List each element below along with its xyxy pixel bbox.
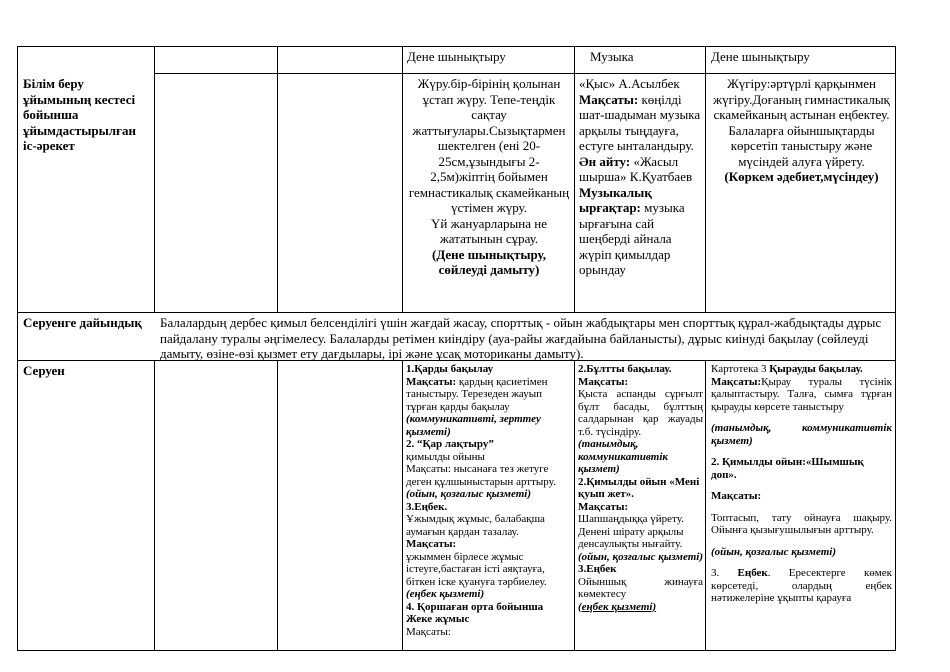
col-divider-5b	[705, 360, 706, 651]
walk-5-2-tag: (ойын, қозғалыс қызметі)	[578, 550, 703, 563]
walk-6-1-heading-pre: Картотека 3	[711, 363, 770, 375]
activity-text-col-6: Жүгіру:әртүрлі қарқынмен жүгіру.Доғаның гимнастикалық скамейканың астынан еңбектеу. Балаларға ойыншықтарды көрсетіп таныстыру және мүсіндей алуға үйрету.	[713, 76, 890, 169]
walk-5-goal-label: Мақсаты:	[578, 375, 629, 388]
header-col-5: Музыка	[590, 49, 634, 64]
walk-1-heading: 1.Қарды бақылау	[406, 363, 494, 375]
activity-text: Жүру.бір-бірінің қолынан ұстап жүру. Тепе-теңдік сақтау жаттығулары.Сызықтармен шектелген (ені 20-25см,ұзындығы 2-2,5м)жіптің бойымен гемнастикалық скамейканың үстімен жүру.	[408, 76, 570, 215]
walk-3-heading: 3.Еңбек.	[406, 500, 448, 513]
walk-6-goal-label: Мақсаты:	[711, 375, 762, 388]
music-sing-label: Ән айту:	[579, 153, 631, 169]
walk-6-goal-text: Қырау туралы түсінік қалыптастыру. Талға, сымға тұрған қырауды көрсете таныстыру	[711, 375, 892, 413]
music-sing-text: «Жасыл шырша» К.Қуатбаев	[579, 153, 693, 184]
music-goal-text: көңілді шат-шадыман музыка арқылы тыңдауға, естуге ынталандыру.	[579, 91, 701, 153]
walk-2-goal: Мақсаты: нысанаға тез жетуге деген құлшыныстарын арттыру.	[406, 463, 556, 488]
music-rhythm	[579, 185, 703, 278]
walk-4-goal: Мақсаты:	[406, 625, 451, 638]
col-divider-4	[574, 46, 575, 313]
table-border-header	[154, 73, 896, 74]
walk-3-goal: ұжыммен бірлесе жұмыс істеуге,бастаған істі аяқтауға, біткен іске қуануға тәрбиелеу.	[406, 550, 547, 588]
walk-cell-col-6	[711, 363, 892, 649]
header-col-4: Дене шынықтыру	[407, 49, 506, 64]
col-divider-3	[402, 46, 403, 313]
col-divider-2	[277, 46, 278, 313]
walk-5-3-tag: (еңбек қызметі)	[578, 600, 657, 613]
walk-2-tag: (ойын, қозғалыс қызметі)	[406, 488, 531, 500]
walk-6-1-heading-bold: Қырауды бақылау.	[769, 363, 863, 375]
walk-2-heading	[406, 438, 572, 451]
walk-2-game: қимылды ойыны	[406, 450, 485, 463]
walk-1-tag: (коммуникативті, зерттеу қызметі)	[406, 413, 541, 438]
walk-6-1-heading	[711, 363, 892, 376]
table-border-bottom	[17, 650, 896, 651]
walk-cell-col-5	[578, 363, 703, 649]
walk-5-2-goal: Шапшаңдыққа үйрету. Денені шірату арқылы денсаулықты нығайту.	[578, 513, 684, 550]
activity-areas: (Дене шынықтыру, сөйлеуді дамыту)	[431, 246, 546, 277]
walk-5-1-heading: 2.Бұлтты бақылау.	[578, 363, 672, 375]
walk-6-3-bold: Еңбек	[737, 567, 768, 579]
row-label-walk: Серуен	[23, 363, 65, 378]
table-border-left	[17, 46, 18, 651]
walk-6-2-goal-label: Мақсаты:	[711, 490, 762, 502]
walk-6-2-heading: 2. Қимылды ойын:«Шымшық доп».	[711, 456, 864, 481]
walk-5-1-tag: (танымдық, коммуникативтік қызмет)	[578, 438, 668, 475]
music-rhythm-text: музыка ырғағына сай шеңберді айнала жүріп қимылдар орындау	[579, 200, 685, 277]
row-label-activity: Білім беру ұйымының кестесі бойынша ұйымдастырылған іс-әрекет	[23, 76, 136, 153]
music-song-title: «Қыс» А.Асылбек	[579, 76, 680, 91]
col-divider-1b	[154, 360, 155, 651]
table-border-row1	[17, 312, 896, 313]
activity-areas-col-6: (Көркем әдебиет,мүсіндеу)	[724, 169, 879, 184]
row-label-prep: Серуенге дайындық	[23, 315, 142, 330]
walk-5-2-heading: 2.Қимылды ойын «Мені қуып жет».	[578, 475, 700, 500]
walk-cell-col-4	[406, 363, 572, 649]
music-rhythm-label: Музыкалық ырғақтар:	[579, 184, 652, 215]
col-divider-5	[705, 46, 706, 313]
walk-5-3-work: Ойыншық жинауға көмектесу	[578, 575, 703, 600]
walk-5-goal-text: Қыста аспанды сұрғылт бұлт басады, бұлттың салдарынан қар жауады т.б. түсіндіру.	[578, 388, 703, 438]
prep-text: Балалардың дербес қимыл белсенділігі үшін жағдай жасау, спорттық - ойын жабдықтары мен спорттық құрал-жабдықтады дұрыс пайдалану туралы әңгімелесу. Балаларды ретімен киіндіру (ауа-райы жағдайына байланысты), дұрыс киінуді бақылау (сөйлеуді дамыту, өзіне-өзі қызмет ету дағдылары, ірі және ұсақ моториканы дамыту).	[160, 315, 882, 361]
walk-6-2-goal: Топтасып, тату ойнауға шақыру. Ойынға қызығушылығын арттыру.	[711, 511, 892, 536]
walk-6-goal	[711, 376, 892, 414]
walk-2-heading-bold: 2. “Қар лақтыру”	[406, 438, 494, 450]
col-divider-4b	[574, 360, 575, 651]
walk-1-goal-text: қардың қасиетімен таныстыру. Терезеден жауып тұрған қарды бақылау	[406, 375, 548, 413]
col-divider-3b	[402, 360, 403, 651]
table-border-top	[17, 46, 896, 47]
walk-6-1-tag: (танымдық, коммуникативтік қызмет)	[711, 422, 892, 447]
header-col-6: Дене шынықтыру	[711, 49, 810, 64]
music-sing	[579, 154, 703, 185]
walk-5-3-heading: 3.Еңбек	[578, 563, 617, 575]
activity-text-2: Үй жануарларына не жататынын сұрау.	[431, 215, 547, 246]
walk-1-goal	[406, 376, 572, 414]
music-goal	[579, 92, 703, 154]
walk-6-2-tag: (ойын, қозғалыс қызметі)	[711, 545, 836, 558]
walk-6-3-work	[711, 567, 892, 605]
walk-3-tag: (еңбек қызметі)	[406, 588, 485, 600]
activity-cell-col-6	[710, 76, 893, 185]
activity-cell-col-5	[579, 76, 703, 278]
col-divider-1	[154, 46, 155, 313]
walk-3-work: Ұжымдық жұмыс, балабақша аумағын қардан тазалау.	[406, 513, 545, 538]
walk-4-heading: 4. Қоршаған орта бойынша Жеке жұмыс	[406, 600, 544, 625]
walk-6-3-text: . Ересектерге көмек көрсетеді, олардың еңбек нәтижелеріне ұқыпты қарауға	[711, 567, 892, 604]
table-border-right	[895, 46, 896, 651]
music-goal-label: Мақсаты:	[579, 91, 639, 107]
walk-6-3-pre: 3.	[711, 567, 738, 579]
walk-1-goal-label: Мақсаты:	[406, 375, 457, 388]
activity-cell-col-4	[407, 76, 571, 278]
col-divider-2b	[277, 360, 278, 651]
walk-5-2-goal-label: Мақсаты:	[578, 500, 629, 513]
walk-3-goal-label: Мақсаты:	[406, 538, 457, 550]
